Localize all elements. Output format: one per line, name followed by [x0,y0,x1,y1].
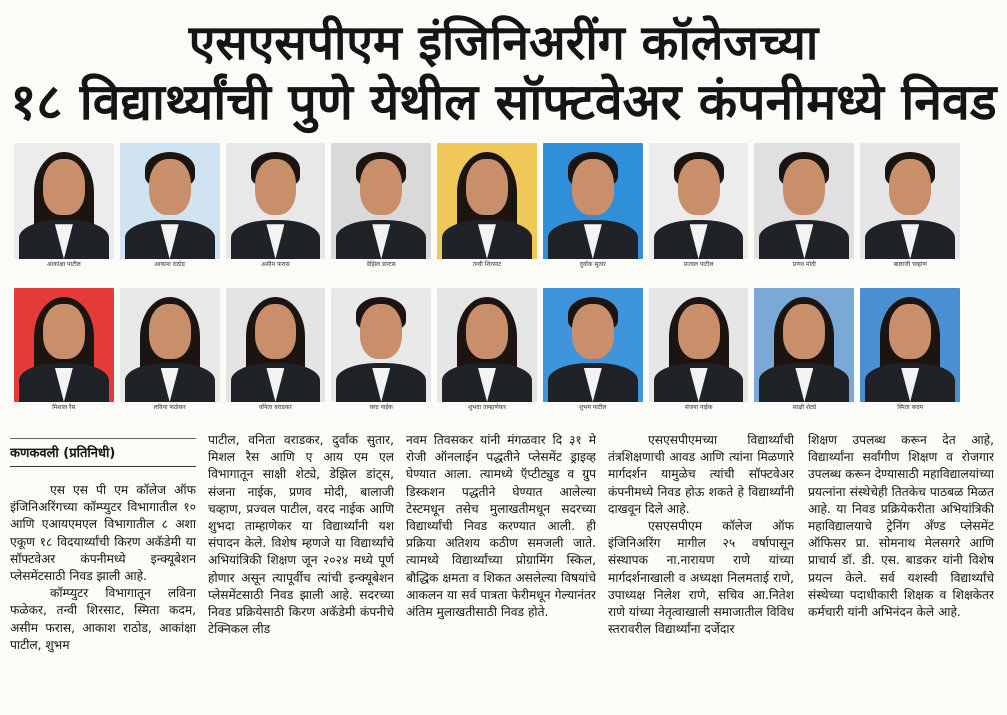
photo-caption: शुभम पाटील [543,402,643,414]
photo-caption: लविना फळेकर [120,402,220,414]
photo-caption: वनिता वराडकर [226,402,326,414]
student-photo [226,288,326,414]
paragraph: नवम तिवसकर यांनी मंगळवार दि ३१ मे रोजी ऑनलाईन पद्धतीने प्लेसमेंट ड्राइव्ह घेण्यात आला. त्यामध्ये ऍप्टीट्युड व ग्रुप डिस्कशन पद्धतीने घेण्यात आलेल्या टेस्टमधून तसेच मुलाखतीमधून सदरच्या विद्यार्थ्यांची निवड करण्यात आली. ही प्रक्रिया अतिशय कठीण समजली जाते. त्यामध्ये विद्यार्थ्यांच्या प्रोग्रामिंग स्किल, बौद्धिक क्षमता व शिकत असलेल्या विषयांचे आकलन या सर्व पात्रता फेरीमधून गेल्यानंतर अंतिम मुलाखतीसाठी निवड होते. [406,433,596,620]
student-photo [543,143,643,271]
portrait-image [437,288,537,402]
photo-caption: डेझिल डान्टस [331,259,431,271]
portrait-image [543,143,643,259]
paragraph: कॉम्प्युटर विभागातून लविना फळेकर, तन्वी शिरसाट, स्मिता कदम, असीम फरास, आकाश राठोड, आकांक्षा पाटील, शुभम [10,586,196,652]
photo-caption: असीम फरास [226,259,326,271]
article-column-2 [208,432,394,710]
portrait-image [754,288,854,402]
student-photo [860,143,960,271]
student-photo [437,143,537,271]
photo-caption: आकांक्षा पाटील [14,259,114,271]
portrait-image [120,143,220,259]
portrait-image [226,288,326,402]
portrait-image [120,288,220,402]
student-photo [754,143,854,271]
student-photo [437,288,537,414]
student-photo [14,288,114,414]
student-photo [120,143,220,271]
portrait-image [14,143,114,259]
paragraph: एस एस पी एम कॉलेज ऑफ इंजिनिअरिंगच्या कॉम्प्युटर विभागातील १० आणि एआयएमएल विभागातील ८ अशा एकूण १८ विदयार्थ्यांची किरण अकॅडेमी या सॉफ्टवेअर कंपनीमध्ये इन्क्यूबेशन प्लेसमेंटसाठी निवड झाली आहे. [10,483,196,584]
photo-caption: प्रज्वल पाटील [649,259,749,271]
photo-caption: दुर्वांक सुतार [543,259,643,271]
student-photo [14,143,114,271]
byline: कणकवली (प्रतिनिधी) [10,446,116,461]
student-photo [226,143,326,271]
student-photo [120,288,220,414]
student-photo [860,288,960,414]
article-column-4 [608,432,794,710]
portrait-image [14,288,114,402]
article-body [10,432,996,710]
headline-line-1: एसएसपीएम इंजिनिअरींग कॉलेजच्या [188,15,819,71]
portrait-image [543,288,643,402]
portrait-image [754,143,854,259]
portrait-image [331,288,431,402]
photo-row-2 [14,288,960,414]
photo-caption: प्रणव मोदी [754,259,854,271]
headline-line-2: १८ विद्यार्थ्यांची पुणे येथील सॉफ्टवेअर कंपनीमध्ये निवड [10,73,997,131]
portrait-image [860,288,960,402]
paragraph: शिक्षण उपलब्ध करून देत आहे, विद्यार्थ्यांना सर्वांगीण शिक्षण व रोजगार उपलब्ध करून देण्यासाठी महाविद्यालयांच्या प्रयत्नांना संस्थेचेही तितकेच पाठबळ मिळत आहे. या निवड प्रक्रियेकरीता अभियांत्रिकी महाविद्यालयाचे ट्रेनिंग अँण्ड प्लेसमेंट ऑफिसर प्रा. सोमनाथ मेलसगरे आणि प्राचार्य डॉ. डी. एस. बाडकर यांनी विशेष प्रयत्न केले. सर्व यशस्वी विद्यार्थ्यांचे संस्थेच्या पदाधीकारी शिक्षक व शिक्षकेतर कर्मचारी यांनी अभिनंदन केले आहे. [808,433,994,620]
portrait-image [437,143,537,259]
photo-caption: साक्षी शेट्ये [754,402,854,414]
student-photo [649,143,749,271]
student-photo [649,288,749,414]
portrait-image [226,143,326,259]
photo-caption: संजना नाईक [649,402,749,414]
article-column-3 [406,432,596,710]
photo-caption: तन्वी शिरसाट [437,259,537,271]
article-column-1 [10,482,196,710]
photo-caption: स्मिता कदम [860,402,960,414]
photo-caption: वरद नाईक [331,402,431,414]
portrait-image [649,288,749,402]
article-column-5 [808,432,994,710]
student-photo [331,288,431,414]
portrait-image [649,143,749,259]
portrait-image [331,143,431,259]
student-photo [754,288,854,414]
photo-row-1 [14,143,960,271]
paragraph: एसएसपीएमच्या विद्यार्थ्यांची तंत्रशिक्षणाची आवड आणि त्यांना मिळणारे मार्गदर्शन यामुळेच त्यांची सॉफ्टवेअर कंपनीमध्ये निवड होऊ शकते हे विद्यार्थ्यांनी दाखवून दिले आहे. [608,433,794,516]
portrait-image [860,143,960,259]
photo-caption: मिशाल रैस [14,402,114,414]
paragraph: पाटील, वनिता वराडकर, दुर्वांक सुतार, मिशल रैस आणि ए आय एम एल विभागातून साक्षी शेट्ये, डेझिल डांट्स, संजना नाईक, प्रणव मोदी, बालाजी चव्हाण, प्रज्वल पाटील, वरद नाईक आणि शुभदा ताम्हाणेकर या विद्यार्थ्यांनी यश संपादन केले. विशेष म्हणजे या विद्यार्थ्यांचे अभियांत्रिकी शिक्षण जून २०२४ मध्ये पूर्ण होणार असून त्यापूर्वीच त्यांची इन्क्यूबेशन प्लेसमेंटसाठी निवड झाली आहे. सदरच्या निवड प्रक्रियेसाठी किरण अकॅडेमी कंपनीचे टेक्निकल लीड [208,433,394,637]
student-photo [543,288,643,414]
student-photo [331,143,431,271]
photo-caption: बालाजी चव्हाण [860,259,960,271]
photo-caption: आकाश राठोड [120,259,220,271]
photo-caption: शुभदा ताम्हाणेकर [437,402,537,414]
paragraph: एसएसपीएम कॉलेज ऑफ इंजिनिअरिंग मागील २५ वर्षापासून संस्थापक ना.नारायण राणे यांच्या मार्गदर्शनाखाली व अध्यक्षा निलमताई राणे, उपाध्यक्ष निलेश राणे, सचिव आ.नितेश राणे यांच्या नेतृत्वाखाली समाजातील विविध स्तरावरील विद्यार्थ्यांना दर्जेदार [608,519,794,637]
